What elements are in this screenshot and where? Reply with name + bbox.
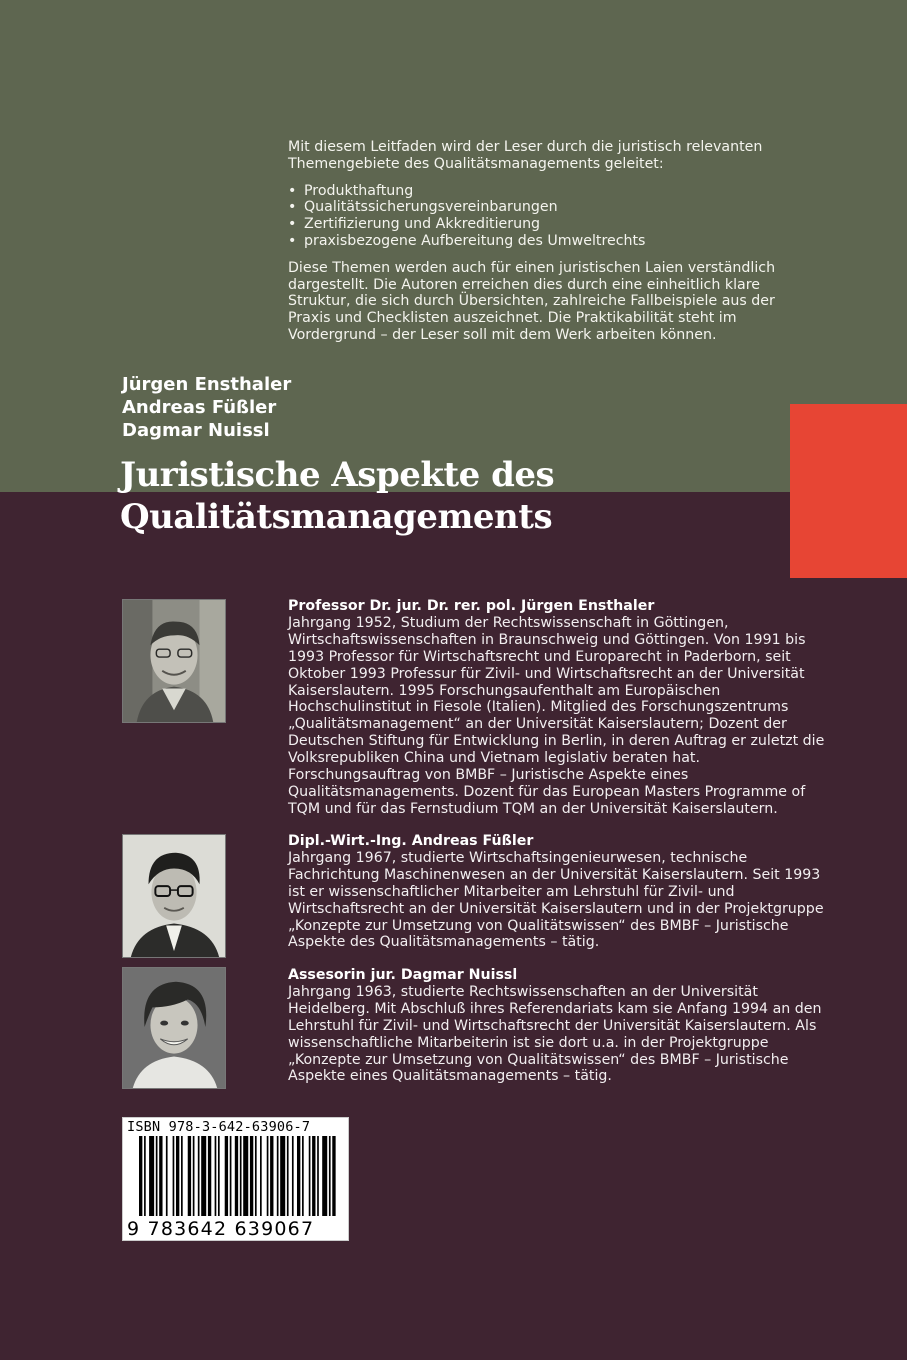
- barcode-bar: [302, 1136, 304, 1216]
- barcode-bar: [176, 1136, 179, 1216]
- topic-item: • praxisbezogene Aufbereitung des Umweltrechts: [288, 233, 808, 250]
- bio-text: Jahrgang 1952, Studium der Rechtswissenschaft in Göttingen, Wirtschaftswissenschaften in Braunschweig und Göttingen. Von 1991 bis 1993 Professor für Wirtschaftsrecht und Europarecht in Paderborn, seit Oktober 1993 Professur für Zivil- und Wirtschaftsrecht an der Universität Kaiserslautern. 1995 Forschungsaufenthalt am Europäischen Hochschulinstitut in Fiesole (Italien). Mitglied des Forschungszentrums „Qualitätsmanagement“ an der Universität Kaiserslautern; Dozent der Deutschen Stiftung für Entwicklung in Berlin, in deren Auftrag er zuletzt die Volksrepubliken China und Vietnam legislativ beraten hat. Forschungsauftrag von BMBF – Juristische Aspekte eines Qualitätsmanagements. Dozent für das European Masters Programme of TQM und für das Fernstudium TQM an der Universität Kaiserslautern.: [288, 614, 825, 817]
- barcode-bar: [332, 1136, 335, 1216]
- author-photo-nuissl: [122, 967, 226, 1089]
- barcode-bar: [201, 1136, 206, 1216]
- barcode-bar: [309, 1136, 311, 1216]
- author-name: Andreas Füßler: [122, 397, 277, 418]
- barcode-bar: [235, 1136, 238, 1216]
- author-name: Jürgen Ensthaler: [122, 374, 292, 395]
- author-photo-ensthaler: [122, 599, 226, 723]
- barcode-bar: [215, 1136, 217, 1216]
- barcode-bar: [159, 1136, 162, 1216]
- barcode-bar: [280, 1136, 285, 1216]
- barcode-bar: [255, 1136, 257, 1216]
- barcode-bar: [156, 1136, 158, 1216]
- barcode-bar: [243, 1136, 248, 1216]
- bio-name: Dipl.-Wirt.-Ing. Andreas Füßler: [288, 833, 534, 849]
- barcode-bar: [230, 1136, 232, 1216]
- topic-item: • Produkthaftung: [288, 183, 808, 200]
- title-line-1: Juristische Aspekte des: [120, 455, 555, 495]
- topic-list: [288, 183, 808, 250]
- book-title: [120, 454, 554, 538]
- ean-number: 9 783642 639067: [127, 1218, 315, 1240]
- barcode-icon: [139, 1136, 339, 1216]
- barcode-bar: [322, 1136, 327, 1216]
- barcode-bar: [218, 1136, 220, 1216]
- barcode-bar: [198, 1136, 200, 1216]
- bio-text: Jahrgang 1963, studierte Rechtswissenschaften an der Universität Heidelberg. Mit Abschluß ihres Referendariats kam sie Anfang 1994 an den Lehrstuhl für Zivil- und Wirtschaftsrecht der Universität Kaiserslautern. Als wissenschaftliche Mitarbeiterin ist sie dort u.a. in der Projektgruppe „Konzepte zur Umsetzung von Qualitätswissen“ des BMBF – Juristische Aspekte eines Qualitätsmanagements – tätig.: [288, 983, 822, 1085]
- blurb-closing: Diese Themen werden auch für einen juristischen Laien verständlich dargestellt. Die Autoren erreichen dies durch eine einheitlich klare Struktur, die sich durch Übersichten, zahlreiche Fallbeispiele aus der Praxis und Checklisten auszeichnet. Die Praktikabilität steht im Vordergrund – der Leser soll mit dem Werk arbeiten können.: [288, 259, 776, 343]
- barcode-bar: [240, 1136, 242, 1216]
- topic-item: • Zertifizierung und Akkreditierung: [288, 216, 808, 233]
- author-photo-fuessler: [122, 834, 226, 958]
- blurb-lead: Mit diesem Leitfaden wird der Leser durch die juristisch relevanten Themengebiete des Qualitätsmanagements geleitet:: [288, 139, 763, 172]
- barcode-bar: [270, 1136, 273, 1216]
- author-name: Dagmar Nuissl: [122, 420, 270, 441]
- title-line-2: Qualitätsmanagements: [120, 497, 553, 537]
- barcode-bar: [292, 1136, 294, 1216]
- barcode-bar: [297, 1136, 300, 1216]
- barcode-bar: [329, 1136, 331, 1216]
- bio-name: Professor Dr. jur. Dr. rer. pol. Jürgen Ensthaler: [288, 598, 655, 614]
- barcode-bar: [312, 1136, 315, 1216]
- bio-fuessler: [288, 833, 828, 951]
- barcode-bar: [139, 1136, 142, 1216]
- accent-block: [790, 404, 907, 578]
- barcode-bar: [149, 1136, 154, 1216]
- barcode-bar: [267, 1136, 269, 1216]
- topic-item: • Qualitätssicherungsvereinbarungen: [288, 199, 808, 216]
- barcode-bar: [277, 1136, 279, 1216]
- barcode-bar: [193, 1136, 195, 1216]
- isbn-number: ISBN 978-3-642-63906-7: [127, 1119, 311, 1135]
- bio-nuissl: [288, 967, 828, 1085]
- barcode-bar: [225, 1136, 228, 1216]
- barcode-bar: [317, 1136, 319, 1216]
- bio-text: Jahrgang 1967, studierte Wirtschaftsingenieurwesen, technische Fachrichtung Maschinenwesen an der Universität Kaiserslautern. Seit 1993 ist er wissenschaftlicher Mitarbeiter am Lehrstuhl für Zivil- und Wirtschaftsrecht an der Universität Kaiserslautern und in der Projektgruppe „Konzepte zur Umsetzung von Qualitätswissen“ des BMBF – Juristische Aspekte des Qualitätsmanagements – tätig.: [288, 849, 824, 951]
- barcode-bar: [188, 1136, 191, 1216]
- author-list: [122, 373, 291, 442]
- barcode-bar: [173, 1136, 175, 1216]
- barcode-bar: [166, 1136, 168, 1216]
- barcode-bar: [181, 1136, 183, 1216]
- isbn-barcode: [122, 1117, 349, 1241]
- barcode-bar: [260, 1136, 262, 1216]
- barcode-bar: [208, 1136, 211, 1216]
- bio-name: Assesorin jur. Dagmar Nuissl: [288, 967, 518, 983]
- barcode-bar: [287, 1136, 289, 1216]
- blurb: [288, 139, 808, 344]
- barcode-bar: [250, 1136, 253, 1216]
- barcode-bar: [144, 1136, 146, 1216]
- bio-ensthaler: [288, 598, 828, 818]
